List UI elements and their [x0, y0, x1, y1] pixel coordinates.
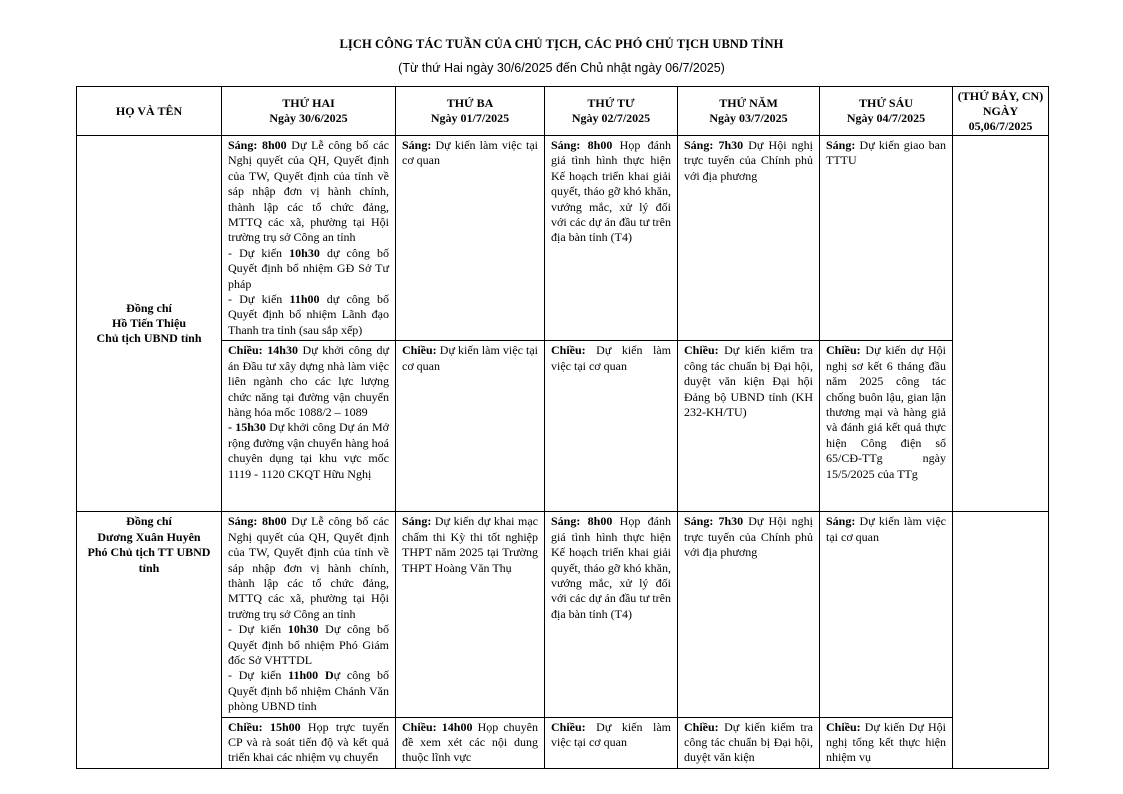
table-row: [77, 717, 1049, 768]
schedule-cell-mon-am: [222, 136, 396, 341]
table-row: [77, 512, 1049, 717]
schedule-text: Dự kiến giao ban TTTU: [826, 138, 946, 168]
person-position: Phó Chủ tịch TT UBND tỉnh: [87, 545, 211, 575]
header-name: [77, 87, 222, 136]
header-day-label: THỨ TƯ: [587, 96, 635, 110]
person-name: Hồ Tiến Thiệu: [111, 315, 187, 330]
schedule-text: Dự kiến làm việc tại cơ quan: [826, 514, 946, 544]
schedule-table: [76, 86, 1049, 769]
header-day-label: THỨ BA: [446, 96, 494, 110]
time-label: Sáng: 8h00: [551, 514, 613, 529]
schedule-text: - Dự kiến: [228, 292, 290, 307]
schedule-text: - Dự kiến: [228, 245, 290, 260]
schedule-text: Họp trực tuyến CP và rà soát tiến độ và kết quả triển khai các nhiệm vụ chuyển: [228, 719, 389, 765]
schedule-cell-thu-pm: [678, 341, 820, 512]
time-label: Sáng: 7h30: [684, 138, 744, 152]
time-label: Chiều:: [826, 343, 861, 358]
time-label: Chiều:: [551, 719, 586, 734]
schedule-cell-tue-am: [396, 512, 545, 717]
schedule-cell-wed-am: [545, 136, 678, 341]
header-day-label: THỨ SÁU: [859, 96, 913, 110]
schedule-cell-thu-am: [678, 512, 820, 717]
schedule-cell-mon-pm: [222, 341, 396, 512]
schedule-text: ự công bố Quyết định bổ nhiệm Chánh Văn phòng UBND tỉnh: [228, 668, 389, 714]
time-label: Sáng: 8h00: [228, 514, 287, 529]
header-name-label: HỌ VÀ TÊN: [115, 103, 183, 118]
schedule-text: Dự Hội nghị trực tuyến của Chính phủ với địa phương: [684, 138, 813, 183]
person-name-cell: [77, 512, 222, 768]
schedule-text: Dự khởi công Dự án Mở rộng đường vận chuyển hàng hoá chuyên dụng tại khu vực mốc 1119 - 1120 CKQT Hữu Nghị: [228, 420, 389, 481]
schedule-cell-thu-am: [678, 136, 820, 341]
schedule-text: - Dự kiến: [228, 668, 289, 683]
time-label: Sáng:: [826, 138, 856, 152]
schedule-text: Dự kiến Dự Hội nghị tổng kết thực hiện nhiệm vụ: [826, 719, 946, 765]
schedule-cell-weekend: [953, 512, 1049, 768]
schedule-text: dự công bố Quyết định bổ nhiệm GĐ Sở Tư pháp: [228, 245, 389, 291]
schedule-text: Họp đánh giá tình hình thực hiện Kế hoạch triển khai giải quyết, tháo gỡ khó khăn, vướng mắc, xử lý đối với các dự án đầu tư trên địa bàn tỉnh (T4): [551, 138, 671, 245]
header-date-label: Ngày 03/7/2025: [709, 111, 788, 125]
page-subtitle: (Từ thứ Hai ngày 30/6/2025 đến Chủ nhật ngày 06/7/2025): [398, 61, 725, 75]
time-label: Chiều: 14h30: [228, 343, 298, 358]
time-label: Sáng:: [826, 514, 856, 529]
schedule-cell-wed-am: [545, 512, 678, 717]
schedule-cell-tue-pm: [396, 341, 545, 512]
schedule-cell-mon-am: [222, 512, 396, 717]
time-label: Chiều:: [684, 343, 719, 358]
header-date-label: Ngày 04/7/2025: [846, 111, 926, 125]
schedule-cell-weekend: [953, 136, 1049, 512]
header-day-label: THỨ HAI: [282, 96, 335, 110]
page-title: LỊCH CÔNG TÁC TUẦN CỦA CHỦ TỊCH, CÁC PHÓ CHỦ TỊCH UBND TỈNH: [339, 37, 784, 51]
schedule-cell-fri-pm: [820, 717, 953, 768]
schedule-cell-tue-pm: [396, 717, 545, 768]
schedule-text: Dự Lễ công bố các Nghị quyết của QH, Quyết định của TW, Quyết định của tỉnh về sáp nhập đơn vị hành chính, thành lập các tổ chức đảng, MTTQ các xã, phường tại Hội trường trụ sở Công an tỉnh: [228, 514, 389, 621]
header-monday: [222, 87, 396, 136]
header-row: [77, 87, 1049, 136]
schedule-cell-thu-pm: [678, 717, 820, 768]
schedule-cell-fri-pm: [820, 341, 953, 512]
schedule-cell-tue-am: [396, 136, 545, 341]
schedule-text: Dự kiến dự Hội nghị sơ kết 6 tháng đầu năm 2025 công tác chống buôn lậu, gian lận thương mại và hàng giả và đánh giá kết quả thực hiện Công điện số 65/CĐ-TTg ngày 15/5/2025 của TTg: [826, 343, 946, 481]
time-label: Sáng: 7h30: [684, 514, 744, 529]
time-label: 10h30: [289, 245, 320, 260]
schedule-text: - Dự kiến: [228, 622, 288, 637]
schedule-text: Dự kiến kiểm tra công tác chuẩn bị Đại hội, duyệt văn kiện Đại hội Đảng bộ UBND tỉnh (KH 232-KH/TU): [684, 343, 813, 419]
schedule-cell-wed-pm: [545, 341, 678, 512]
schedule-text: dự công bố Quyết định bổ nhiệm Lãnh đạo Thanh tra tỉnh (sau sắp xếp): [228, 292, 389, 337]
schedule-text: Dự kiến làm việc tại cơ quan: [402, 138, 538, 168]
person-honorific: Đồng chí: [126, 514, 172, 529]
schedule-text: Dự công bố Quyết định bổ nhiệm Phó Giám đốc Sở VHTTDL: [228, 622, 390, 667]
header-date-label: Ngày 02/7/2025: [571, 111, 651, 125]
schedule-cell-fri-am: [820, 136, 953, 341]
schedule-text: Dự kiến kiểm tra công tác chuẩn bị Đại hội, duyệt văn kiện: [684, 719, 813, 765]
person-name-cell: [77, 136, 222, 512]
time-label: Chiều:: [684, 719, 719, 734]
schedule-text: Dự kiến làm việc tại cơ quan: [551, 719, 671, 749]
schedule-text: Dự khởi công dự án Đầu tư xây dựng nhà làm việc liên ngành cho các lực lượng chức năng tại đường vận chuyển hàng hóa mốc 1088/2 – 1089: [228, 343, 389, 419]
time-label: Chiều: 14h00: [402, 719, 473, 734]
table-row: [77, 341, 1049, 512]
schedule-text: Dự Lễ công bố các Nghị quyết của QH, Quyết định của TW, Quyết định của tỉnh về sáp nhập đơn vị hành chính, thành lập các tổ chức đảng, MTTQ các xã, phường tại Hội trường trụ sở Công an tỉnh: [228, 138, 389, 245]
schedule-cell-mon-pm: [222, 717, 396, 768]
time-label: 11h00: [289, 292, 320, 307]
header-date-label: Ngày 01/7/2025: [430, 111, 510, 125]
schedule-cell-fri-am: [820, 512, 953, 717]
header-weekend: [953, 87, 1049, 136]
time-label: Sáng:: [402, 138, 432, 152]
schedule-text: Họp chuyên đề xem xét các nội dung thuộc lĩnh vực: [402, 719, 538, 765]
header-tuesday: [396, 87, 545, 136]
header-friday: [820, 87, 953, 136]
time-label: Sáng:: [402, 514, 432, 529]
header-wednesday: [545, 87, 678, 136]
schedule-text: Dự kiến làm việc tại cơ quan: [551, 343, 671, 373]
schedule-text: Dự Hội nghị trực tuyến của Chính phủ với địa phương: [684, 514, 813, 560]
header-weekend-label: (THỨ BẢY, CN) NGÀY 05,06/7/2025: [957, 88, 1044, 133]
time-label: Sáng: 8h00: [551, 138, 613, 152]
time-label: Chiều:: [826, 719, 861, 734]
time-label: Sáng: 8h00: [228, 138, 287, 152]
time-label: - 15h30: [228, 420, 266, 435]
time-label: Chiều: 15h00: [228, 719, 301, 734]
schedule-text: Họp đánh giá tình hình thực hiện Kế hoạch triển khai giải quyết, tháo gỡ khó khăn, vướng mắc, xử lý đối với các dự án đầu tư trên địa bàn tỉnh (T4): [551, 514, 671, 621]
person-position: Chủ tịch UBND tỉnh: [96, 331, 202, 346]
time-label: 11h00 D: [288, 668, 334, 683]
person-name: Dương Xuân Huyên: [97, 529, 201, 544]
time-label: Chiều:: [402, 343, 437, 358]
time-label: 10h30: [287, 622, 319, 637]
table-row: [77, 136, 1049, 341]
header-thursday: [678, 87, 820, 136]
schedule-text: Dự kiến dự khai mạc chấm thi Kỳ thi tốt nghiệp THPT năm 2025 tại Trường THPT Hoàng Văn Thụ: [402, 514, 538, 575]
header-day-label: THỨ NĂM: [719, 96, 778, 110]
schedule-text: Dự kiến làm việc tại cơ quan: [402, 343, 538, 373]
schedule-cell-wed-pm: [545, 717, 678, 768]
header-date-label: Ngày 30/6/2025: [269, 111, 348, 125]
time-label: Chiều:: [551, 343, 586, 358]
person-honorific: Đồng chí: [126, 300, 172, 315]
